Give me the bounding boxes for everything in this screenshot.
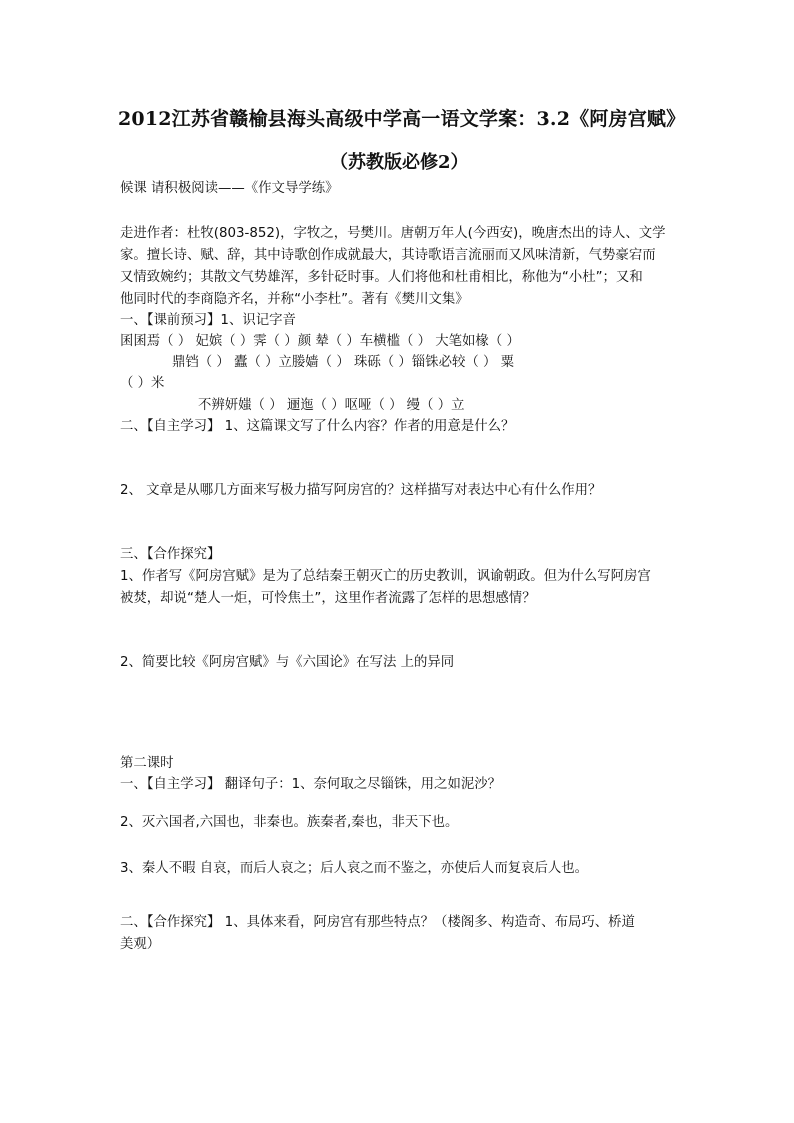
section-cooperation-heading: 三、【合作探究】 bbox=[120, 547, 221, 562]
cooperation-question-1-line-1: 1、作者写《阿房宫赋》是为了总结秦王朝灭亡的历史教训，讽谕朝政。但为什么写阿房宫 bbox=[120, 569, 651, 584]
author-intro-line-3: 又情致婉约；其散文气势雄浑，多针砭时事。人们将他和杜甫相比，称他为“小杜”；又和 bbox=[120, 270, 643, 285]
translation-question-3: 3、秦人不暇 自哀，而后人哀之；后人哀之而不鉴之，亦使后人而复哀后人也。 bbox=[120, 861, 589, 876]
pronunciation-row-2-wrap: （ ）米 bbox=[120, 376, 165, 391]
features-question-line-2: 美观） bbox=[120, 937, 161, 952]
self-study-question-1: 二、【自主学习】 1、这篇课文写了什么内容？作者的用意是什么？ bbox=[120, 419, 515, 434]
author-intro-line-2: 家。擅长诗、赋、辞，其中诗歌创作成就最大，其诗歌语言流丽而又风味清新，气势豪宕而 bbox=[120, 248, 656, 263]
pronunciation-row-2: 鼎铛（ ） 蠹（ ）立媵嫱（ ） 珠砾（ ）锱铢必较（ ） 粟 bbox=[172, 355, 515, 370]
second-lesson-heading: 第二课时 bbox=[120, 756, 174, 771]
translation-question-2: 2、灭六国者,六国也，非秦也。族秦者,秦也，非天下也。 bbox=[120, 815, 459, 830]
document-subtitle: （苏教版必修2） bbox=[330, 152, 469, 173]
features-question-line-1: 二、【合作探究】 1、具体来看，阿房宫有那些特点？（楼阁多、构造奇、布局巧、桥道 bbox=[120, 915, 635, 930]
self-study-question-2: 2、 文章是从哪几方面来写极力描写阿房宫的？这样描写对表达中心有什么作用？ bbox=[120, 483, 602, 498]
translation-question-1: 一、【自主学习】 翻译句子：1、奈何取之尽锱铢，用之如泥沙？ bbox=[120, 777, 502, 792]
section-preview-heading: 一、【课前预习】1、识记字音 bbox=[120, 313, 296, 328]
preview-reading-line: 候课 请积极阅读——《作文导学练》 bbox=[120, 181, 339, 196]
author-intro-line-4: 他同时代的李商隐齐名，并称“小李杜”。著有《樊川文集》 bbox=[120, 292, 469, 307]
pronunciation-row-3: 不辨妍媸（ ） 逦迤（ ）呕哑（ ） 缦（ ）立 bbox=[198, 398, 465, 413]
cooperation-question-1-line-2: 被焚，却说“楚人一炬，可怜焦土”，这里作者流露了怎样的思想感情？ bbox=[120, 591, 536, 606]
pronunciation-row-1: 囷囷焉（ ） 妃嫔（ ）霁（ ）颜 辇（ ）车横槛（ ） 大笔如椽（ ） bbox=[120, 334, 520, 349]
document-title: 2012江苏省赣榆县海头高级中学高一语文学案：3.2《阿房宫赋》 bbox=[118, 108, 686, 130]
author-intro-line-1: 走进作者：杜牧(803-852)，字牧之，号樊川。唐朝万年人(今西安)，晚唐杰出的诗人、文学 bbox=[120, 226, 666, 241]
cooperation-question-2: 2、简要比较《阿房宫赋》与《六国论》在写法 上的异同 bbox=[120, 655, 455, 670]
